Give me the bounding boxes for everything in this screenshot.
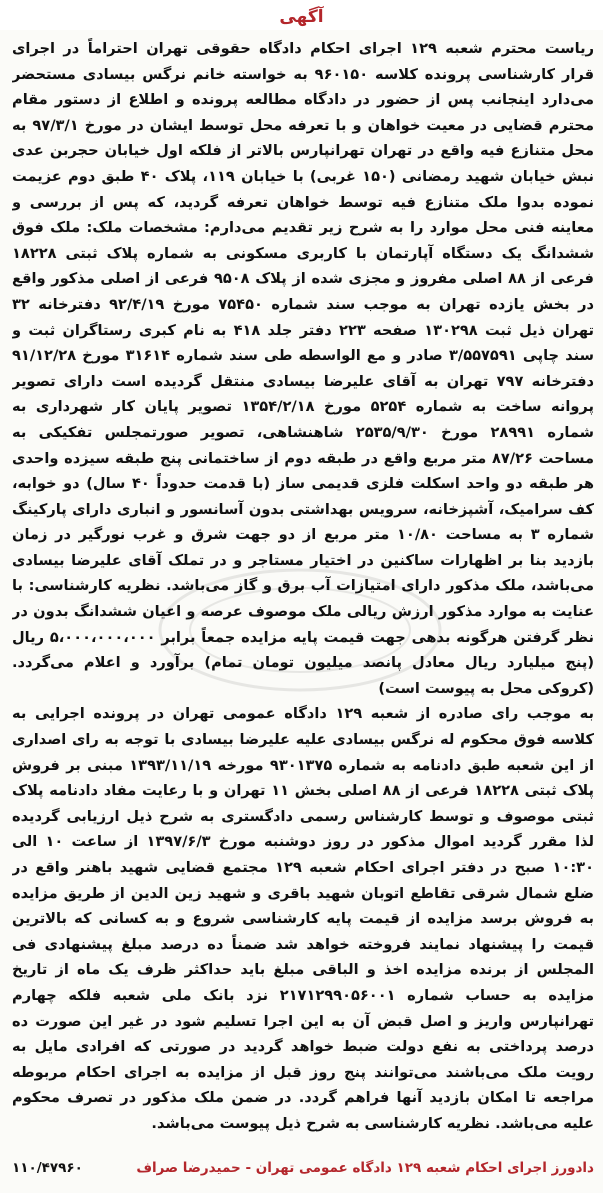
- signature: دادورز اجرای احکام شعبه ۱۲۹ دادگاه عمومی تهران - حمیدرضا صراف: [136, 1160, 594, 1176]
- reference-code: ۱۱۰/۴۷۹۶۰: [12, 1160, 83, 1176]
- notice-paragraph-expert-report: ریاست محترم شعبه ۱۲۹ اجرای احکام دادگاه حقوقی تهران احتراماً در اجرای قرار کارشناسی پرونده کلاسه ۹۶۰۱۵۰ به خواسته خانم نرگس بیسادی مستحضر می‌دارد اینجانب پس از حضور در دادگاه مطالعه پرونده و اطلاع از دستور مقام محترم قضایی در معیت خواهان و با تعرفه محل توسط ایشان در مورخ ۹۷/۳/۱ به محل متنازع فیه واقع در تهران تهرانپارس بالاتر از فلکه اول خیابان حجربن عدی نبش خیابان شهید رمضانی (۱۵۰ غربی) با خیابان ۱۱۹، پلاک ۴۰ طبق دوم عزیمت نموده بدوا ملک متنازع فیه توسط خواهان تعرفه گردید، که پس از بررسی و معاینه فنی محل موارد را به شرح زیر تقدیم می‌دارم: مشخصات ملک: ملک فوق ششدانگ یک دستگاه آپارتمان با کاربری مسکونی به شماره پلاک ثبتی ۱۸۲۲۸ فرعی از ۸۸ اصلی مفروز و مجزی شده از پلاک ۹۵۰۸ فرعی از اصلی مذکور واقع در بخش یازده تهران به موجب سند شماره ۷۵۴۵۰ مورخ ۹۲/۴/۱۹ دفترخانه ۳۲ تهران ذیل ثبت ۱۳۰۲۹۸ صفحه ۲۲۳ دفتر جلد ۴۱۸ به نام کبری رستاگران ثبت و سند چاپی ۳/۵۵۷۵۹۱ صادر و مع الواسطه طی سند شماره ۳۱۶۱۴ مورخ ۹۱/۱۲/۲۸ دفترخانه ۷۹۷ تهران به آقای علیرضا بیسادی منتقل گردیده است دارای تصویر پروانه ساخت به شماره ۵۲۵۴ مورخ ۱۳۵۴/۲/۱۸ تصویر پایان کار شهرداری به شماره ۲۸۹۹۱ مورخ ۲۵۳۵/۹/۳۰ شاهنشاهی، تصویر صورتمجلس تفکیکی به مساحت ۸۷/۲۶ متر مربع واقع در طبقه دوم از ساختمانی پنج طبقه سیزده واحدی هر طبقه دو واحد اسکلت فلزی قدیمی ساز (با قدمت حدوداً ۴۰ سال) دو خوابه، کف سرامیک، آشپزخانه، سرویس بهداشتی بدون آسانسور و انباری دارای پارکینگ شماره ۳ به مساحت ۱۰/۸۰ متر مربع از دو جهت شرق و غرب نورگیر در زمان بازدید بنا بر اظهارات ساکنین در اختیار مستاجر و در تملک آقای علیرضا بیسادی می‌باشد، ملک مذکور دارای امتیازات آب برق و گاز می‌باشد. نظریه کارشناسی: با عنایت به موارد مذکور ارزش ریالی ملک موصوف عرصه و اعیان ششدانگ بدون در نظر گرفتن هرگونه بدهی جهت قیمت پایه مزایده جمعاً برابر ۵،۰۰۰،۰۰۰،۰۰۰ ریال (پنج میلیارد ریال معادل پانصد میلیون تومان تمام) برآورد و اعلام می‌گردد. (کروکی محل به پیوست است): [12, 40, 594, 697]
- notice-paragraph-auction-terms: به موجب رای صادره از شعبه ۱۲۹ دادگاه عمومی تهران در پرونده اجرایی به کلاسه فوق محکوم له نرگس بیسادی علیه علیرضا بیسادی با توجه به رای اصداری از این شعبه طبق دادنامه به شماره ۹۳۰۱۳۷۵ مورخه ۱۳۹۳/۱۱/۱۹ مبنی بر فروش پلاک ثبتی ۱۸۲۲۸ فرعی از ۸۸ اصلی بخش ۱۱ تهران و با رعایت مفاد دادنامه پلاک ثبتی موصوف و توسط کارشناس رسمی دادگستری به شرح ذیل ارزیابی گردیده لذا مقرر گردید اموال مذکور در روز دوشنبه مورخ ۱۳۹۷/۶/۳ از ساعت ۱۰ الی ۱۰:۳۰ صبح در دفتر اجرای احکام شعبه ۱۲۹ مجتمع قضایی شهید باهنر واقع در ضلع شمال شرقی تقاطع اتوبان شهید باقری و شهید زین الدین از طریق مزایده به فروش برسد مزایده از قیمت پایه کارشناسی شروع و به کسانی که بالاترین قیمت را پیشنهاد نمایند فروخته خواهد شد ضمناً ده درصد مبلغ پیشنهادی فی المجلس از برنده مزایده اخذ و الباقی مبلغ باید حداکثر ظرف یک ماه از تاریخ مزایده به حساب شماره ۲۱۷۱۲۹۹۰۵۶۰۰۱ نزد بانک ملی شعبه فلکه چهارم تهرانپارس واریز و اصل قبض آن به این اجرا تسلیم شود در غیر این صورت ده درصد پرداختی به نفع دولت ضبط خواهد گردید در صورتی که افرادی مایل به رویت ملک می‌باشند می‌توانند پنج روز قبل از مزایده به اجرای احکام مربوطه مراجعه تا امکان بازدید آنها فراهم گردد. در ضمن ملک مذکور در تصرف محکوم علیه می‌باشد. نظریه کارشناسی به شرح ذیل پیوست می‌باشد.: [12, 705, 594, 1132]
- notice-body: [12, 36, 594, 1151]
- notice-footer: [12, 1153, 594, 1183]
- notice-title: آگهی: [279, 7, 324, 27]
